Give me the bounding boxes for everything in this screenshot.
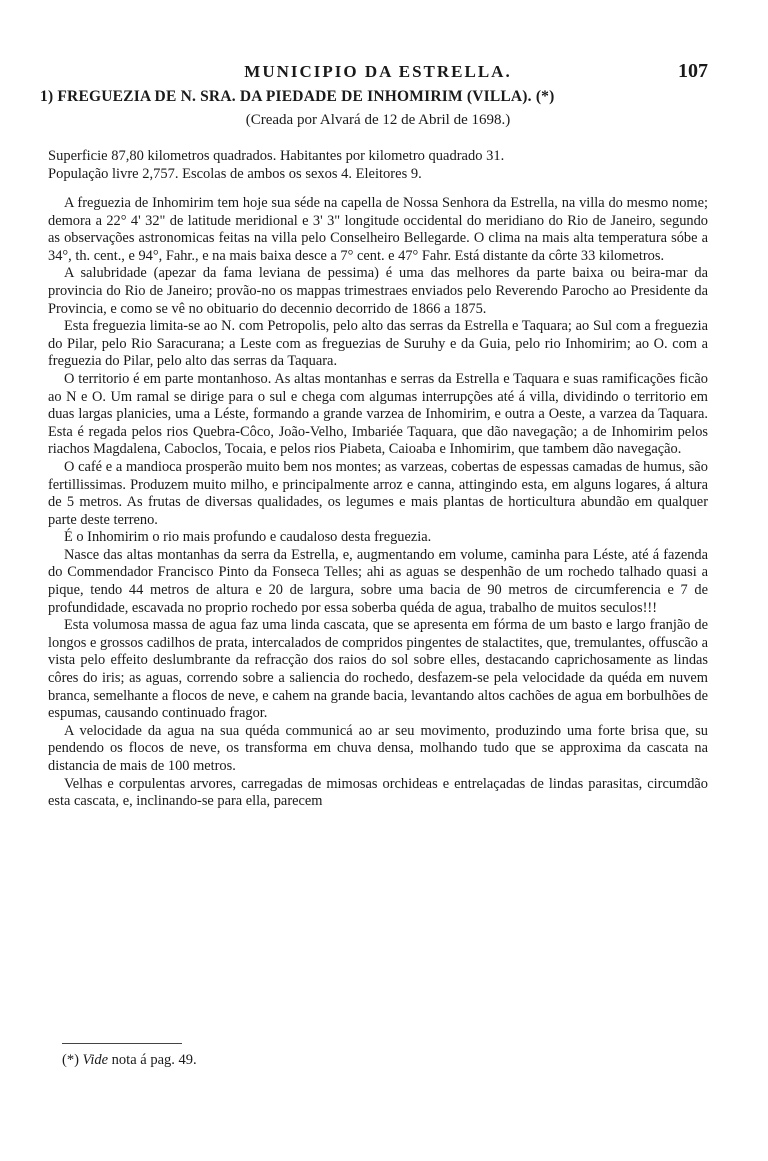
running-title: MUNICIPIO DA ESTRELLA. — [244, 62, 512, 81]
paragraph-river: É o Inhomirim o rio mais profundo e caudaloso desta freguezia. — [64, 529, 432, 546]
page-number: 107 — [678, 60, 708, 82]
paragraph-trees: Velhas e corpulentas arvores, carregadas de mimosas orchideas e entrelaçadas de lindas parasitas, circumdão esta cascata, e, inclinando-se para ella, parecem — [48, 775, 708, 810]
paragraph-agriculture: O café e a mandioca prosperão muito bem nos montes; as varzeas, cobertas de espessas camadas de humus, são fertillissimas. Produzem muito milho, e principalmente arroz e canna, attingindo esta, em alguns logares, á altura de 5 metros. As frutas de diversas qualidades, os legumes e mais plantas de horticultura abundão em qualquer parte deste terreno. — [48, 458, 708, 528]
footnote-vide: Vide — [82, 1052, 109, 1068]
paragraph-breeze: A velocidade da agua na sua quéda communicá ao ar seu movimento, produzindo uma forte brisa que, su pendendo os flocos de neve, os transforma em chuva densa, molhando tudo que se approxima da cascata na distancia de mais de 100 metros. — [48, 722, 708, 774]
footnote — [62, 1052, 197, 1069]
paragraph-limits: Esta freguezia limita-se ao N. com Petropolis, pelo alto das serras da Estrella e Taquara; ao Sul com a freguezia do Pilar, pelo Rio Saracurana; a Leste com as freguezias de Suruhy e da Guia, pelo rio Inhomirim; ao O. com a freguezia do Pilar, pelo alto das serras da Taquara. — [48, 318, 708, 370]
section-heading: 1) FREGUEZIA DE N. SRA. DA PIEDADE DE INHOMIRIM (VILLA). (*) — [40, 88, 555, 105]
section-subtitle: (Creada por Alvará de 12 de Abril de 1698.) — [245, 112, 511, 128]
footnote-marker: (*) — [62, 1052, 79, 1068]
paragraph-territory: O territorio é em parte montanhoso. As altas montanhas e serras da Estrella e Taquara e suas ramificações ficão ao N e O. Um ramal se dirige para o sul e chega com algumas interrupções até á villa, dividindo o territorio em duas largas planicies, uma a Léste, formando a grande varzea de Inhomirim, e outra a Oeste, a varzea da Taquara. Esta é regada pelos rios Quebra-Côco, João-Velho, Imbariée Taquara, que dão navegação; a de Inhomirim pelos riachos Magdalena, Caboclos, Tocaia, e pelos rios Piabeta, Caioaba e Inhomirim, que tambem dão navegação. — [48, 370, 708, 458]
paragraph-salubrity: A salubridade (apezar da fama leviana de pessima) é uma das melhores da parte baixa ou beira-mar da provincia do Rio de Janeiro; provão-no os mappas trimestraes enviados pelo Reverendo Parocho ao Presidente da Provincia, e como se vê no obituario do decennio decorrido de 1866 a 1875. — [48, 265, 708, 317]
paragraph-cascade: Esta volumosa massa de agua faz uma linda cascata, que se apresenta em fórma de um basto e largo franjão de longos e grossos cadilhos de prata, intercalados de compridos pingentes de stalactites, que, tremulantes, offuscão a vista pelo effeito deslumbrante da refracção dos raios do sol sobre elles, destacando caprichosamente as lindas côres do iris; as aguas, correndo sobre a saliencia do rochedo, desfazem-se pela velocidade da quéda em nuvem branca, semelhante a flocos de neve, e cahem na grande bacia, levantando altos cachões de agua em borbulhões de espumas, causando continuado fragor. — [48, 617, 708, 722]
paragraph-source: Nasce das altas montanhas da serra da Estrella, e, augmentando em volume, caminha para Léste, até á fazenda do Commendador Francisco Pinto da Fonseca Telles; ahi as aguas se despenhão de um rochedo talhado quasi a pique, tendo 44 metros de altura e 20 de largura, sobre uma bacia de 90 metros de circumferencia e 7 de profundidade, escavada no proprio rochedo por essa soberba quéda de agua, trabalho de muitos seculos!!! — [48, 546, 708, 616]
running-head — [48, 60, 708, 82]
stats-line-population: População livre 2,757. Escolas de ambos os sexos 4. Eleitores 9. — [48, 166, 422, 182]
footnote-divider — [62, 1043, 182, 1044]
footnote-text: nota á pag. 49. — [111, 1052, 197, 1068]
page-body — [40, 60, 708, 811]
stats-line-surface: Superficie 87,80 kilometros quadrados. Habitantes por kilometro quadrado 31. — [48, 148, 505, 164]
statistics-block — [48, 147, 708, 183]
paragraph-location: A freguezia de Inhomirim tem hoje sua séde na capella de Nossa Senhora da Estrella, na villa do mesmo nome; demora a 22° 4' 32" de latitude meridional e 3' 3" longitude occidental do meridiano do Rio de Janeiro, segundo as observações astronomicas feitas na villa pelo Conselheiro Bellegarde. O clima na mais alta temperatura sóbe a 34°, th. cent., e 94°, Fahr., e na mais baixa desce a 7° cent. e 47° Fahr. Está distante da côrte 33 kilometros. — [48, 195, 708, 264]
